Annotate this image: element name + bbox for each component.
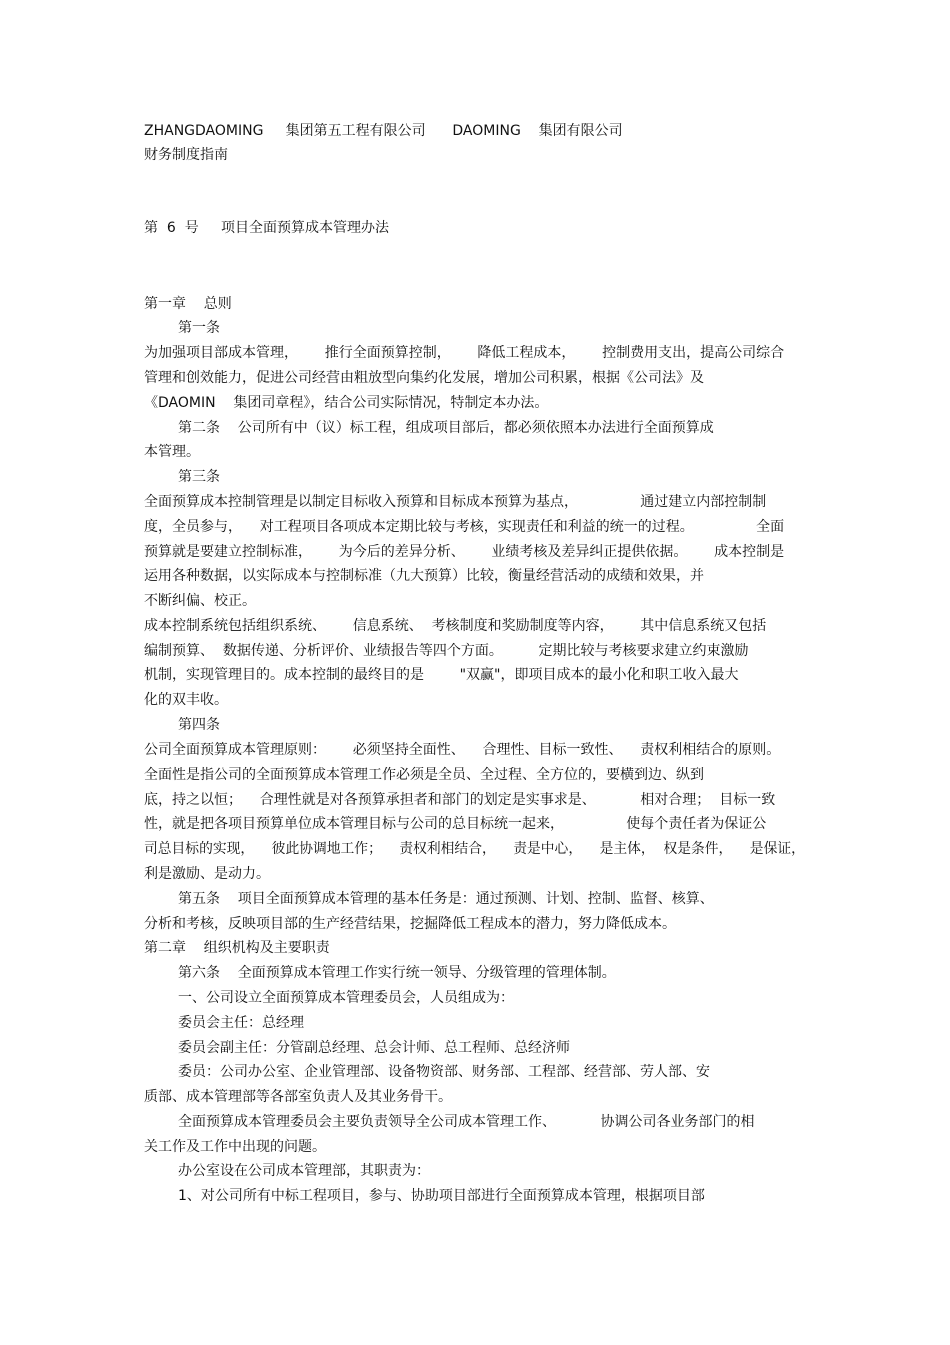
body-line: 预算就是要建立控制标准， 为今后的差异分析、 业绩考核及差异纠正提供依据。 成本控制是: [144, 544, 785, 560]
body-line: 编制预算、 数据传递、分析评价、业绩报告等四个方面。 定期比较与考核要求建立约束激励: [144, 643, 749, 659]
body-line: 本管理。: [144, 444, 200, 460]
body-line: 度，全员参与， 对工程项目各项成本定期比较与考核，实现责任和利益的统一的过程。 全面: [144, 519, 785, 535]
body-line: 管理和创效能力，促进公司经营由粗放型向集约化发展，增加公司积累，根据《公司法》及: [144, 370, 704, 386]
article-heading: 第三条: [178, 469, 220, 485]
body-line: 全面预算成本管理委员会主要负责领导全公司成本管理工作、 协调公司各业务部门的相: [178, 1114, 755, 1130]
article-heading: 第四条: [178, 717, 220, 733]
company-header: ZHANGDAOMING 集团第五工程有限公司 DAOMING 集团有限公司: [144, 123, 623, 139]
body-line: 第二条 公司所有中（议）标工程，组成项目部后，都必须依照本办法进行全面预算成: [178, 420, 714, 436]
body-line: 1、对公司所有中标工程项目，参与、协助项目部进行全面预算成本管理，根据项目部: [178, 1188, 705, 1204]
body-line: 成本控制系统包括组织系统、 信息系统、 考核制度和奖励制度等内容， 其中信息系统又包括: [144, 618, 767, 634]
body-line: 委员会副主任：分管副总经理、总会计师、总工程师、总经济师: [178, 1040, 570, 1056]
body-line: 底，持之以恒； 合理性就是对各预算承担者和部门的划定是实事求是、 相对合理； 目标一致: [144, 792, 776, 808]
body-line: 质部、成本管理部等各部室负责人及其业务骨干。: [144, 1089, 452, 1105]
body-line: 为加强项目部成本管理， 推行全面预算控制， 降低工程成本， 控制费用支出，提高公司综合: [144, 345, 785, 361]
body-line: 分析和考核，反映项目部的生产经营结果，挖掘降低工程成本的潜力，努力降低成本。: [144, 916, 676, 932]
article-heading: 第一条: [178, 320, 220, 336]
body-line: 化的双丰收。: [144, 692, 228, 708]
document-title: 第 6 号 项目全面预算成本管理办法: [144, 220, 389, 236]
body-line: 一、公司设立全面预算成本管理委员会，人员组成为：: [178, 990, 514, 1006]
body-line: 全面预算成本控制管理是以制定目标收入预算和目标成本预算为基点， 通过建立内部控制制: [144, 494, 767, 510]
body-line: 性，就是把各项目预算单位成本管理目标与公司的总目标统一起来， 使每个责任者为保证公: [144, 816, 767, 832]
body-line: 运用各种数据，以实际成本与控制标准（九大预算）比较，衡量经营活动的成绩和效果，并: [144, 568, 704, 584]
body-line: 司总目标的实现， 彼此协调地工作； 责权利相结合， 责是中心， 是主体， 权是条件， 是保证，: [144, 841, 805, 857]
body-line: 《DAOMIN 集团司章程》，结合公司实际情况，特制定本办法。: [144, 395, 549, 411]
body-line: 办公室设在公司成本管理部，其职责为：: [178, 1163, 430, 1179]
body-line: 机制，实现管理目的。成本控制的最终目的是 "双赢"，即项目成本的最小化和职工收入最大: [144, 667, 739, 683]
body-line: 全面性是指公司的全面预算成本管理工作必须是全员、全过程、全方位的，要横到边、纵到: [144, 767, 704, 783]
body-line: 委员会主任：总经理: [178, 1015, 304, 1031]
body-line: 第五条 项目全面预算成本管理的基本任务是：通过预测、计划、控制、监督、核算、: [178, 891, 714, 907]
chapter-heading: 第一章 总则: [144, 296, 232, 312]
body-line: 公司全面预算成本管理原则： 必须坚持全面性、 合理性、目标一致性、 责权利相结合的原则。: [144, 742, 781, 758]
body-line: 利是激励、是动力。: [144, 866, 270, 882]
body-line: 委员：公司办公室、企业管理部、设备物资部、财务部、工程部、经营部、劳人部、安: [178, 1064, 710, 1080]
body-line: 第六条 全面预算成本管理工作实行统一领导、分级管理的管理体制。: [178, 965, 616, 981]
body-line: 关工作及工作中出现的问题。: [144, 1139, 326, 1155]
guide-title: 财务制度指南: [144, 147, 228, 163]
body-line: 不断纠偏、校正。: [144, 593, 256, 609]
chapter-heading: 第二章 组织机构及主要职责: [144, 940, 330, 956]
